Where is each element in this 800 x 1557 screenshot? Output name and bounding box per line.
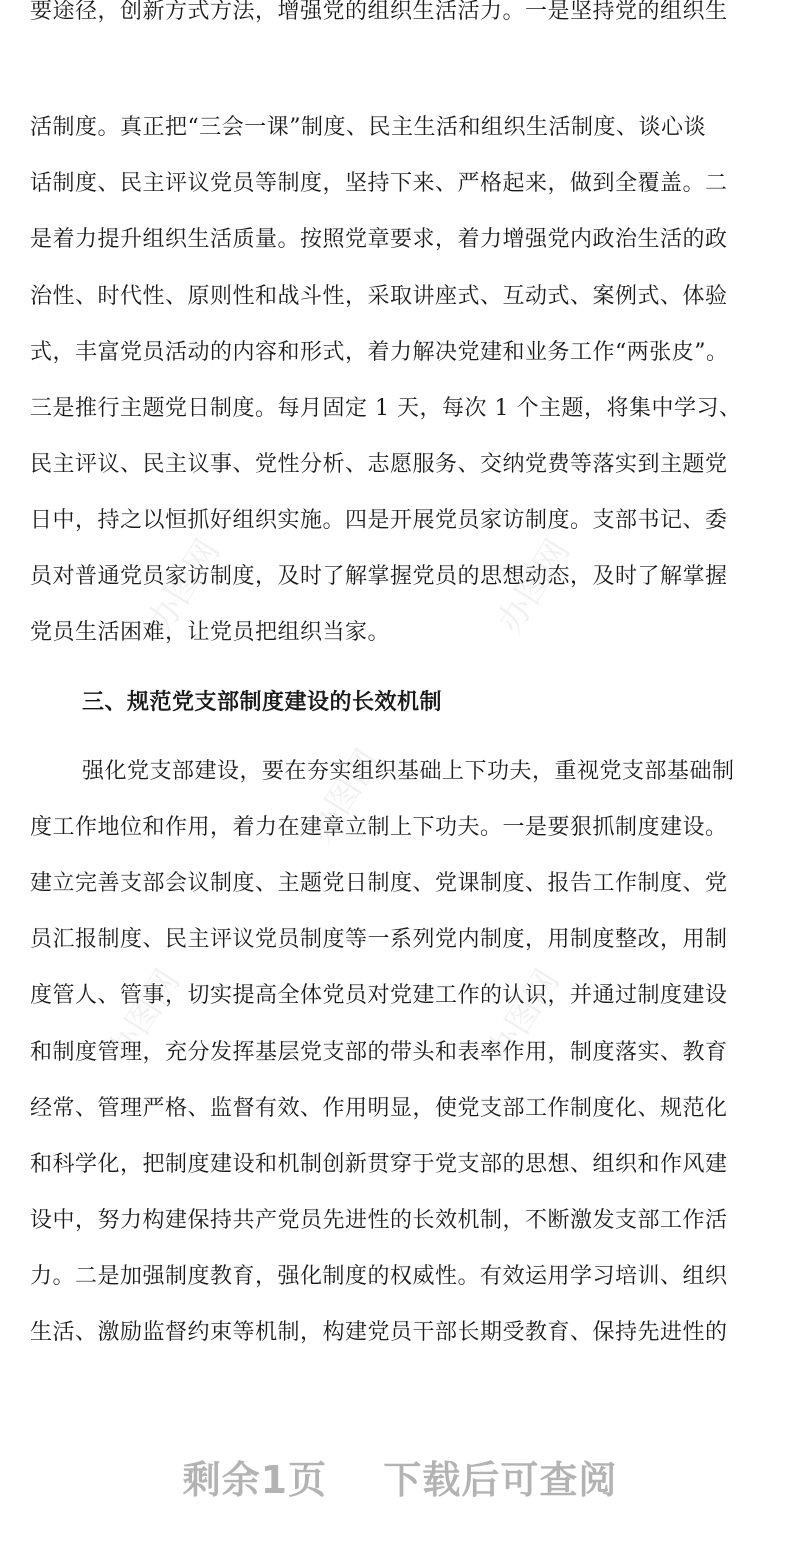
watermark: 办图网 xyxy=(299,742,388,851)
text-line: 生活、激励监督约束等机制，构建党员干部长期受教育、保持先进性的 xyxy=(30,1320,728,1345)
text-line: 员汇报制度、民主评议党员制度等一系列党内制度，用制度整改，用制 xyxy=(30,927,728,952)
text-line: 式，丰富党员活动的内容和形式，着力解决党建和业务工作“两张皮”。 xyxy=(30,340,729,365)
section-heading: 三、规范党支部制度建设的长效机制 xyxy=(82,690,443,715)
text-line: 三是推行主题党日制度。每月固定 1 天，每次 1 个主题，将集中学习、 xyxy=(30,396,742,421)
text-line: 要途径，创新方式方法，增强党的组织生活活力。一是坚持党的组织生 xyxy=(30,0,728,24)
text-line: 活制度。真正把“三会一课”制度、民主生活和组织生活制度、谈心谈 xyxy=(30,115,706,140)
watermark: 办图网 xyxy=(479,962,568,1071)
text-line: 日中，持之以恒抓好组织实施。四是开展党员家访制度。支部书记、委 xyxy=(30,508,728,533)
text-line: 和制度管理，充分发挥基层党支部的带头和表率作用，制度落实、教育 xyxy=(30,1040,728,1065)
text-line: 建立完善支部会议制度、主题党日制度、党课制度、报告工作制度、党 xyxy=(30,871,728,896)
text-line: 民主评议、民主议事、党性分析、志愿服务、交纳党费等落实到主题党 xyxy=(30,452,728,477)
watermark: 办图网 xyxy=(489,532,578,641)
text-line: 党员生活困难，让党员把组织当家。 xyxy=(30,620,391,645)
text-line: 度工作地位和作用，着力在建章立制上下功夫。一是要狠抓制度建设。 xyxy=(30,815,728,840)
text-line: 力。二是加强制度教育，强化制度的权威性。有效运用学习培训、组织 xyxy=(30,1264,728,1289)
text-line: 度管人、管事，切实提高全体党员对党建工作的认识，并通过制度建设 xyxy=(30,983,728,1008)
text-line: 是着力提升组织生活质量。按照党章要求，着力增强党内政治生活的政 xyxy=(30,227,728,252)
remaining-pages-label: 剩余1页 xyxy=(182,1458,328,1502)
text-line: 和科学化，把制度建设和机制创新贯穿于党支部的思想、组织和作风建 xyxy=(30,1152,728,1177)
download-prompt[interactable] xyxy=(0,1440,800,1520)
watermark: 办图网 xyxy=(139,532,228,641)
download-to-view-label: 下载后可查阅 xyxy=(383,1458,618,1502)
text-line: 话制度、民主评议党员等制度，坚持下来、严格起来，做到全覆盖。二 xyxy=(30,171,728,196)
watermark: 办图网 xyxy=(99,962,188,1071)
text-line: 经常、管理严格、监督有效、作用明显，使党支部工作制度化、规范化 xyxy=(30,1096,728,1121)
text-line: 设中，努力构建保持共产党员先进性的长效机制，不断激发支部工作活 xyxy=(30,1208,728,1233)
text-line: 员对普通党员家访制度，及时了解掌握党员的思想动态，及时了解掌握 xyxy=(30,564,728,589)
text-line: 治性、时代性、原则性和战斗性，采取讲座式、互动式、案例式、体验 xyxy=(30,284,728,309)
text-line: 强化党支部建设，要在夯实组织基础上下功夫，重视党支部基础制 xyxy=(82,759,735,784)
